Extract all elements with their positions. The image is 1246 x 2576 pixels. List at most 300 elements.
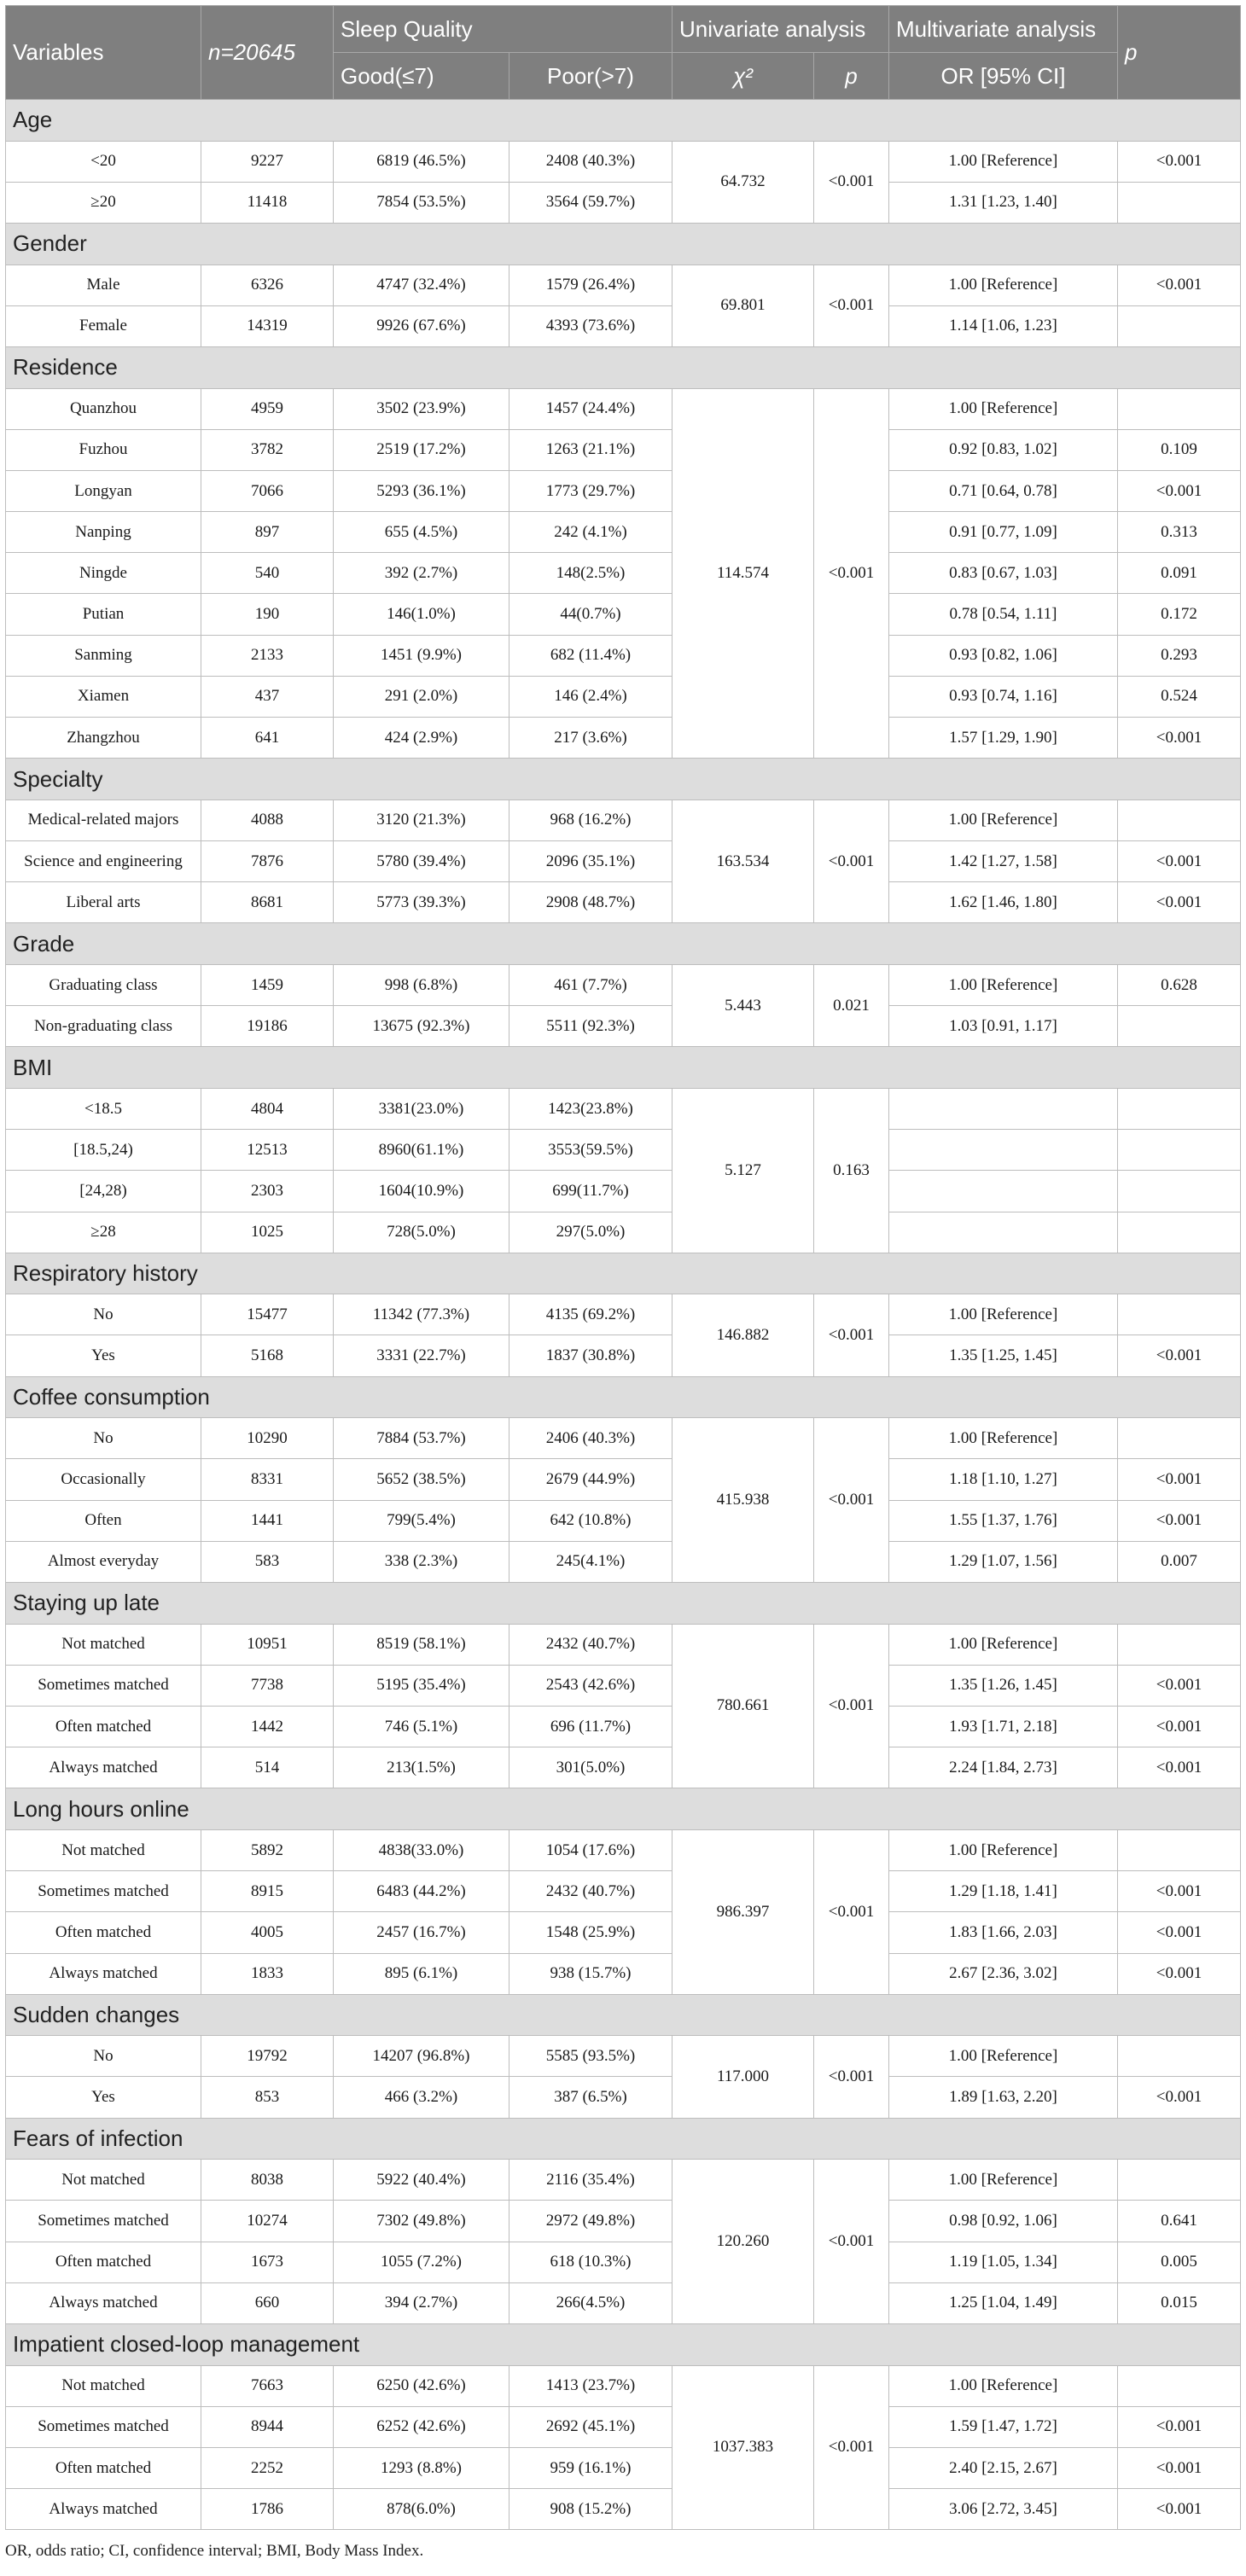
row-p	[1118, 2160, 1241, 2201]
row-or-ci: 1.00 [Reference]	[889, 265, 1118, 305]
table-row	[6, 1335, 1241, 1376]
row-n: 8915	[201, 1871, 334, 1912]
row-n: 12513	[201, 1130, 334, 1171]
chi2-value: 5.127	[672, 1088, 814, 1253]
row-p	[1118, 1006, 1241, 1047]
row-p: <0.001	[1118, 1953, 1241, 1994]
table-row	[6, 1912, 1241, 1953]
section-title: Staying up late	[6, 1583, 1241, 1625]
section-title: Gender	[6, 223, 1241, 265]
table-row	[6, 1624, 1241, 1665]
row-or-ci	[889, 1212, 1118, 1253]
chi2-value: 163.534	[672, 800, 814, 923]
row-poor: 2408 (40.3%)	[509, 141, 672, 182]
row-n: 7663	[201, 2365, 334, 2406]
row-label: Ningde	[6, 553, 201, 594]
section-row	[6, 223, 1241, 265]
table-row	[6, 1294, 1241, 1335]
chi2-value: 146.882	[672, 1294, 814, 1376]
row-good: 5780 (39.4%)	[334, 841, 509, 882]
row-n: 6326	[201, 265, 334, 305]
row-good: 5195 (35.4%)	[334, 1665, 509, 1706]
row-good: 5652 (38.5%)	[334, 1459, 509, 1500]
table-row	[6, 553, 1241, 594]
row-n: 7876	[201, 841, 334, 882]
row-or-ci: 3.06 [2.72, 3.45]	[889, 2489, 1118, 2530]
row-good: 655 (4.5%)	[334, 512, 509, 553]
row-or-ci: 1.00 [Reference]	[889, 2160, 1118, 2201]
row-good: 1604(10.9%)	[334, 1171, 509, 1212]
row-good: 394 (2.7%)	[334, 2282, 509, 2323]
row-good: 9926 (67.6%)	[334, 305, 509, 346]
row-label: Liberal arts	[6, 882, 201, 923]
table-row	[6, 676, 1241, 717]
table-row	[6, 141, 1241, 182]
row-poor: 908 (15.2%)	[509, 2489, 672, 2530]
header-chi2: χ²	[672, 53, 814, 100]
table-row	[6, 1171, 1241, 1212]
row-p: 0.172	[1118, 594, 1241, 635]
row-p: <0.001	[1118, 1912, 1241, 1953]
row-p: <0.001	[1118, 2406, 1241, 2447]
row-poor: 696 (11.7%)	[509, 1706, 672, 1747]
row-or-ci: 0.93 [0.74, 1.16]	[889, 676, 1118, 717]
row-or-ci: 1.00 [Reference]	[889, 141, 1118, 182]
row-p	[1118, 182, 1241, 223]
row-or-ci: 1.57 [1.29, 1.90]	[889, 718, 1118, 759]
row-n: 4804	[201, 1088, 334, 1129]
row-p	[1118, 1130, 1241, 1171]
row-poor: 2116 (35.4%)	[509, 2160, 672, 2201]
footnote: OR, odds ratio; CI, confidence interval; BMI, Body Mass Index.	[5, 2542, 424, 2560]
section-row	[6, 1994, 1241, 2036]
table-row	[6, 2282, 1241, 2323]
table-row	[6, 2077, 1241, 2118]
row-or-ci: 0.91 [0.77, 1.09]	[889, 512, 1118, 553]
table-row	[6, 1418, 1241, 1459]
row-good: 3331 (22.7%)	[334, 1335, 509, 1376]
row-good: 5773 (39.3%)	[334, 882, 509, 923]
row-n: 1442	[201, 1706, 334, 1747]
row-good: 291 (2.0%)	[334, 676, 509, 717]
row-good: 1055 (7.2%)	[334, 2242, 509, 2282]
row-poor: 266(4.5%)	[509, 2282, 672, 2323]
row-good: 2457 (16.7%)	[334, 1912, 509, 1953]
row-poor: 1773 (29.7%)	[509, 470, 672, 511]
univariate-p: <0.001	[814, 388, 889, 759]
table-row	[6, 2201, 1241, 2242]
chi2-value: 120.260	[672, 2160, 814, 2324]
table-row	[6, 512, 1241, 553]
row-or-ci: 1.29 [1.07, 1.56]	[889, 1541, 1118, 1582]
row-n: 19792	[201, 2036, 334, 2077]
row-poor: 3564 (59.7%)	[509, 182, 672, 223]
row-p: <0.001	[1118, 470, 1241, 511]
table-row	[6, 2242, 1241, 2282]
row-label: Not matched	[6, 2160, 201, 2201]
row-n: 4005	[201, 1912, 334, 1953]
row-label: Sanming	[6, 635, 201, 676]
row-p: 0.091	[1118, 553, 1241, 594]
chi2-value: 780.661	[672, 1624, 814, 1788]
section-title: Impatient closed-loop management	[6, 2324, 1241, 2366]
row-good: 8519 (58.1%)	[334, 1624, 509, 1665]
header-good: Good(≤7)	[334, 53, 509, 100]
row-n: 10290	[201, 1418, 334, 1459]
row-label: Medical-related majors	[6, 800, 201, 840]
row-good: 5293 (36.1%)	[334, 470, 509, 511]
row-good: 1293 (8.8%)	[334, 2447, 509, 2488]
row-or-ci: 1.18 [1.10, 1.27]	[889, 1459, 1118, 1500]
row-label: Often matched	[6, 1706, 201, 1747]
row-or-ci	[889, 1130, 1118, 1171]
row-n: 10274	[201, 2201, 334, 2242]
row-n: 19186	[201, 1006, 334, 1047]
row-p: <0.001	[1118, 265, 1241, 305]
row-label: Not matched	[6, 1829, 201, 1870]
row-or-ci: 2.40 [2.15, 2.67]	[889, 2447, 1118, 2488]
row-label: ≥20	[6, 182, 201, 223]
row-or-ci: 1.31 [1.23, 1.40]	[889, 182, 1118, 223]
row-p: <0.001	[1118, 2489, 1241, 2530]
section-row	[6, 2324, 1241, 2366]
row-poor: 4393 (73.6%)	[509, 305, 672, 346]
section-title: Fears of infection	[6, 2118, 1241, 2160]
row-label: Female	[6, 305, 201, 346]
row-good: 11342 (77.3%)	[334, 1294, 509, 1335]
row-good: 466 (3.2%)	[334, 2077, 509, 2118]
table-row	[6, 1459, 1241, 1500]
table-row	[6, 1500, 1241, 1541]
row-or-ci: 1.19 [1.05, 1.34]	[889, 2242, 1118, 2282]
row-p	[1118, 388, 1241, 429]
header-sleep-quality: Sleep Quality	[334, 6, 672, 53]
section-row	[6, 923, 1241, 965]
chi2-value: 117.000	[672, 2036, 814, 2118]
row-label: Occasionally	[6, 1459, 201, 1500]
univariate-p: <0.001	[814, 265, 889, 346]
header-or-ci: OR [95% CI]	[889, 53, 1118, 100]
row-or-ci: 0.71 [0.64, 0.78]	[889, 470, 1118, 511]
row-poor: 968 (16.2%)	[509, 800, 672, 840]
row-n: 2133	[201, 635, 334, 676]
row-p: 0.628	[1118, 964, 1241, 1005]
row-or-ci: 1.00 [Reference]	[889, 388, 1118, 429]
row-good: 6252 (42.6%)	[334, 2406, 509, 2447]
univariate-p: <0.001	[814, 2160, 889, 2324]
row-good: 3120 (21.3%)	[334, 800, 509, 840]
row-poor: 1054 (17.6%)	[509, 1829, 672, 1870]
row-p	[1118, 1829, 1241, 1870]
row-p: <0.001	[1118, 882, 1241, 923]
row-or-ci: 1.35 [1.26, 1.45]	[889, 1665, 1118, 1706]
row-p	[1118, 1212, 1241, 1253]
univariate-p: 0.021	[814, 964, 889, 1046]
row-good: 4747 (32.4%)	[334, 265, 509, 305]
row-p: <0.001	[1118, 1706, 1241, 1747]
row-poor: 217 (3.6%)	[509, 718, 672, 759]
row-n: 1025	[201, 1212, 334, 1253]
table-row	[6, 718, 1241, 759]
row-or-ci: 0.92 [0.83, 1.02]	[889, 429, 1118, 470]
row-label: Always matched	[6, 2489, 201, 2530]
row-or-ci: 1.35 [1.25, 1.45]	[889, 1335, 1118, 1376]
row-or-ci: 1.42 [1.27, 1.58]	[889, 841, 1118, 882]
section-row	[6, 346, 1241, 388]
row-n: 8038	[201, 2160, 334, 2201]
row-or-ci: 0.93 [0.82, 1.06]	[889, 635, 1118, 676]
row-or-ci: 1.00 [Reference]	[889, 1418, 1118, 1459]
row-n: 5892	[201, 1829, 334, 1870]
row-p: 0.005	[1118, 2242, 1241, 2282]
row-n: 853	[201, 2077, 334, 2118]
table-row	[6, 2036, 1241, 2077]
row-label: No	[6, 1418, 201, 1459]
row-label: ≥28	[6, 1212, 201, 1253]
section-row	[6, 1788, 1241, 1830]
header-n: n=20645	[201, 6, 334, 100]
row-poor: 1579 (26.4%)	[509, 265, 672, 305]
row-p: 0.015	[1118, 2282, 1241, 2323]
row-good: 878(6.0%)	[334, 2489, 509, 2530]
row-poor: 642 (10.8%)	[509, 1500, 672, 1541]
chi2-value: 69.801	[672, 265, 814, 346]
row-poor: 44(0.7%)	[509, 594, 672, 635]
row-poor: 2432 (40.7%)	[509, 1871, 672, 1912]
row-or-ci: 1.00 [Reference]	[889, 1829, 1118, 1870]
row-good: 4838(33.0%)	[334, 1829, 509, 1870]
row-good: 5922 (40.4%)	[334, 2160, 509, 2201]
section-title: Long hours online	[6, 1788, 1241, 1830]
section-title: Grade	[6, 923, 1241, 965]
row-or-ci: 1.00 [Reference]	[889, 2036, 1118, 2077]
row-or-ci: 1.00 [Reference]	[889, 1294, 1118, 1335]
row-n: 8331	[201, 1459, 334, 1500]
univariate-p: <0.001	[814, 1624, 889, 1788]
row-n: 3782	[201, 429, 334, 470]
table-row	[6, 1006, 1241, 1047]
table-body	[6, 100, 1241, 2530]
chi2-value: 415.938	[672, 1418, 814, 1583]
table-row	[6, 1088, 1241, 1129]
row-or-ci	[889, 1171, 1118, 1212]
row-label: Fuzhou	[6, 429, 201, 470]
row-poor: 699(11.7%)	[509, 1171, 672, 1212]
table-row	[6, 882, 1241, 923]
row-n: 1441	[201, 1500, 334, 1541]
row-p: <0.001	[1118, 1459, 1241, 1500]
row-p	[1118, 1088, 1241, 1129]
row-n: 7738	[201, 1665, 334, 1706]
section-row	[6, 1047, 1241, 1089]
row-n: 1833	[201, 1953, 334, 1994]
row-label: Yes	[6, 1335, 201, 1376]
section-title: Sudden changes	[6, 1994, 1241, 2036]
row-good: 6819 (46.5%)	[334, 141, 509, 182]
section-row	[6, 1583, 1241, 1625]
row-label: Zhangzhou	[6, 718, 201, 759]
row-label: Sometimes matched	[6, 2406, 201, 2447]
chi2-value: 1037.383	[672, 2365, 814, 2530]
row-good: 728(5.0%)	[334, 1212, 509, 1253]
row-label: Graduating class	[6, 964, 201, 1005]
row-or-ci: 1.14 [1.06, 1.23]	[889, 305, 1118, 346]
row-label: Non-graduating class	[6, 1006, 201, 1047]
row-good: 746 (5.1%)	[334, 1706, 509, 1747]
row-or-ci: 0.83 [0.67, 1.03]	[889, 553, 1118, 594]
row-or-ci: 0.78 [0.54, 1.11]	[889, 594, 1118, 635]
row-good: 998 (6.8%)	[334, 964, 509, 1005]
row-n: 437	[201, 676, 334, 717]
row-label: Science and engineering	[6, 841, 201, 882]
table-row	[6, 2406, 1241, 2447]
table-row	[6, 1130, 1241, 1171]
header-univariate: Univariate analysis	[672, 6, 889, 53]
results-table	[5, 5, 1241, 2530]
table-row	[6, 1706, 1241, 1747]
row-label: Sometimes matched	[6, 2201, 201, 2242]
row-label: Almost everyday	[6, 1541, 201, 1582]
row-or-ci: 1.00 [Reference]	[889, 964, 1118, 1005]
row-poor: 1263 (21.1%)	[509, 429, 672, 470]
chi2-value: 64.732	[672, 141, 814, 223]
row-or-ci: 1.29 [1.18, 1.41]	[889, 1871, 1118, 1912]
row-poor: 2692 (45.1%)	[509, 2406, 672, 2447]
row-or-ci: 1.25 [1.04, 1.49]	[889, 2282, 1118, 2323]
table-row	[6, 1665, 1241, 1706]
row-good: 1451 (9.9%)	[334, 635, 509, 676]
row-good: 7302 (49.8%)	[334, 2201, 509, 2242]
row-label: Often matched	[6, 1912, 201, 1953]
row-poor: 387 (6.5%)	[509, 2077, 672, 2118]
header-variables: Variables	[6, 6, 201, 100]
row-poor: 461 (7.7%)	[509, 964, 672, 1005]
row-poor: 1457 (24.4%)	[509, 388, 672, 429]
row-n: 15477	[201, 1294, 334, 1335]
row-poor: 2096 (35.1%)	[509, 841, 672, 882]
row-p: <0.001	[1118, 1871, 1241, 1912]
row-good: 7854 (53.5%)	[334, 182, 509, 223]
row-poor: 2679 (44.9%)	[509, 1459, 672, 1500]
table-row	[6, 182, 1241, 223]
row-label: No	[6, 2036, 201, 2077]
row-good: 3502 (23.9%)	[334, 388, 509, 429]
row-n: 1786	[201, 2489, 334, 2530]
table-row	[6, 1541, 1241, 1582]
table-row	[6, 1953, 1241, 1994]
row-label: Sometimes matched	[6, 1871, 201, 1912]
row-p: 0.007	[1118, 1541, 1241, 1582]
row-label: Often matched	[6, 2447, 201, 2488]
row-poor: 1548 (25.9%)	[509, 1912, 672, 1953]
row-or-ci: 1.83 [1.66, 2.03]	[889, 1912, 1118, 1953]
row-n: 1673	[201, 2242, 334, 2282]
row-poor: 2972 (49.8%)	[509, 2201, 672, 2242]
row-label: Always matched	[6, 1953, 201, 1994]
row-n: 540	[201, 553, 334, 594]
table-row	[6, 2160, 1241, 2201]
row-good: 7884 (53.7%)	[334, 1418, 509, 1459]
row-or-ci: 0.98 [0.92, 1.06]	[889, 2201, 1118, 2242]
row-label: Not matched	[6, 2365, 201, 2406]
row-poor: 959 (16.1%)	[509, 2447, 672, 2488]
row-p: 0.524	[1118, 676, 1241, 717]
row-p: <0.001	[1118, 1335, 1241, 1376]
row-poor: 242 (4.1%)	[509, 512, 672, 553]
univariate-p: 0.163	[814, 1088, 889, 1253]
row-poor: 2908 (48.7%)	[509, 882, 672, 923]
row-good: 392 (2.7%)	[334, 553, 509, 594]
row-poor: 4135 (69.2%)	[509, 1294, 672, 1335]
header-p-multi: p	[1118, 6, 1241, 100]
row-or-ci: 1.55 [1.37, 1.76]	[889, 1500, 1118, 1541]
row-p: <0.001	[1118, 1500, 1241, 1541]
row-or-ci: 1.93 [1.71, 2.18]	[889, 1706, 1118, 1747]
row-label: Sometimes matched	[6, 1665, 201, 1706]
row-n: 641	[201, 718, 334, 759]
row-n: 2303	[201, 1171, 334, 1212]
row-label: Longyan	[6, 470, 201, 511]
row-good: 338 (2.3%)	[334, 1541, 509, 1582]
row-n: 190	[201, 594, 334, 635]
row-poor: 5511 (92.3%)	[509, 1006, 672, 1047]
row-n: 8681	[201, 882, 334, 923]
row-n: 2252	[201, 2447, 334, 2488]
section-row	[6, 1376, 1241, 1418]
table-row	[6, 265, 1241, 305]
row-poor: 1837 (30.8%)	[509, 1335, 672, 1376]
row-label: Always matched	[6, 1747, 201, 1788]
row-good: 146(1.0%)	[334, 594, 509, 635]
row-label: Nanping	[6, 512, 201, 553]
row-or-ci: 1.89 [1.63, 2.20]	[889, 2077, 1118, 2118]
row-n: 660	[201, 2282, 334, 2323]
row-label: No	[6, 1294, 201, 1335]
row-p	[1118, 800, 1241, 840]
row-poor: 1413 (23.7%)	[509, 2365, 672, 2406]
table-row	[6, 305, 1241, 346]
table-row	[6, 429, 1241, 470]
row-p: <0.001	[1118, 718, 1241, 759]
row-p	[1118, 1171, 1241, 1212]
row-good: 799(5.4%)	[334, 1500, 509, 1541]
row-or-ci: 1.59 [1.47, 1.72]	[889, 2406, 1118, 2447]
row-p	[1118, 1624, 1241, 1665]
row-p: 0.313	[1118, 512, 1241, 553]
row-poor: 3553(59.5%)	[509, 1130, 672, 1171]
table-row	[6, 841, 1241, 882]
row-p: 0.293	[1118, 635, 1241, 676]
univariate-p: <0.001	[814, 1294, 889, 1376]
row-p: 0.109	[1118, 429, 1241, 470]
row-poor: 1423(23.8%)	[509, 1088, 672, 1129]
header-p-uni: p	[814, 53, 889, 100]
section-row	[6, 2118, 1241, 2160]
row-or-ci	[889, 1088, 1118, 1129]
section-row	[6, 759, 1241, 800]
univariate-p: <0.001	[814, 1829, 889, 1994]
section-title: Residence	[6, 346, 1241, 388]
row-p: <0.001	[1118, 2077, 1241, 2118]
row-n: 514	[201, 1747, 334, 1788]
univariate-p: <0.001	[814, 1418, 889, 1583]
univariate-p: <0.001	[814, 141, 889, 223]
row-or-ci: 1.03 [0.91, 1.17]	[889, 1006, 1118, 1047]
chi2-value: 986.397	[672, 1829, 814, 1994]
row-good: 13675 (92.3%)	[334, 1006, 509, 1047]
univariate-p: <0.001	[814, 2365, 889, 2530]
row-p	[1118, 1418, 1241, 1459]
